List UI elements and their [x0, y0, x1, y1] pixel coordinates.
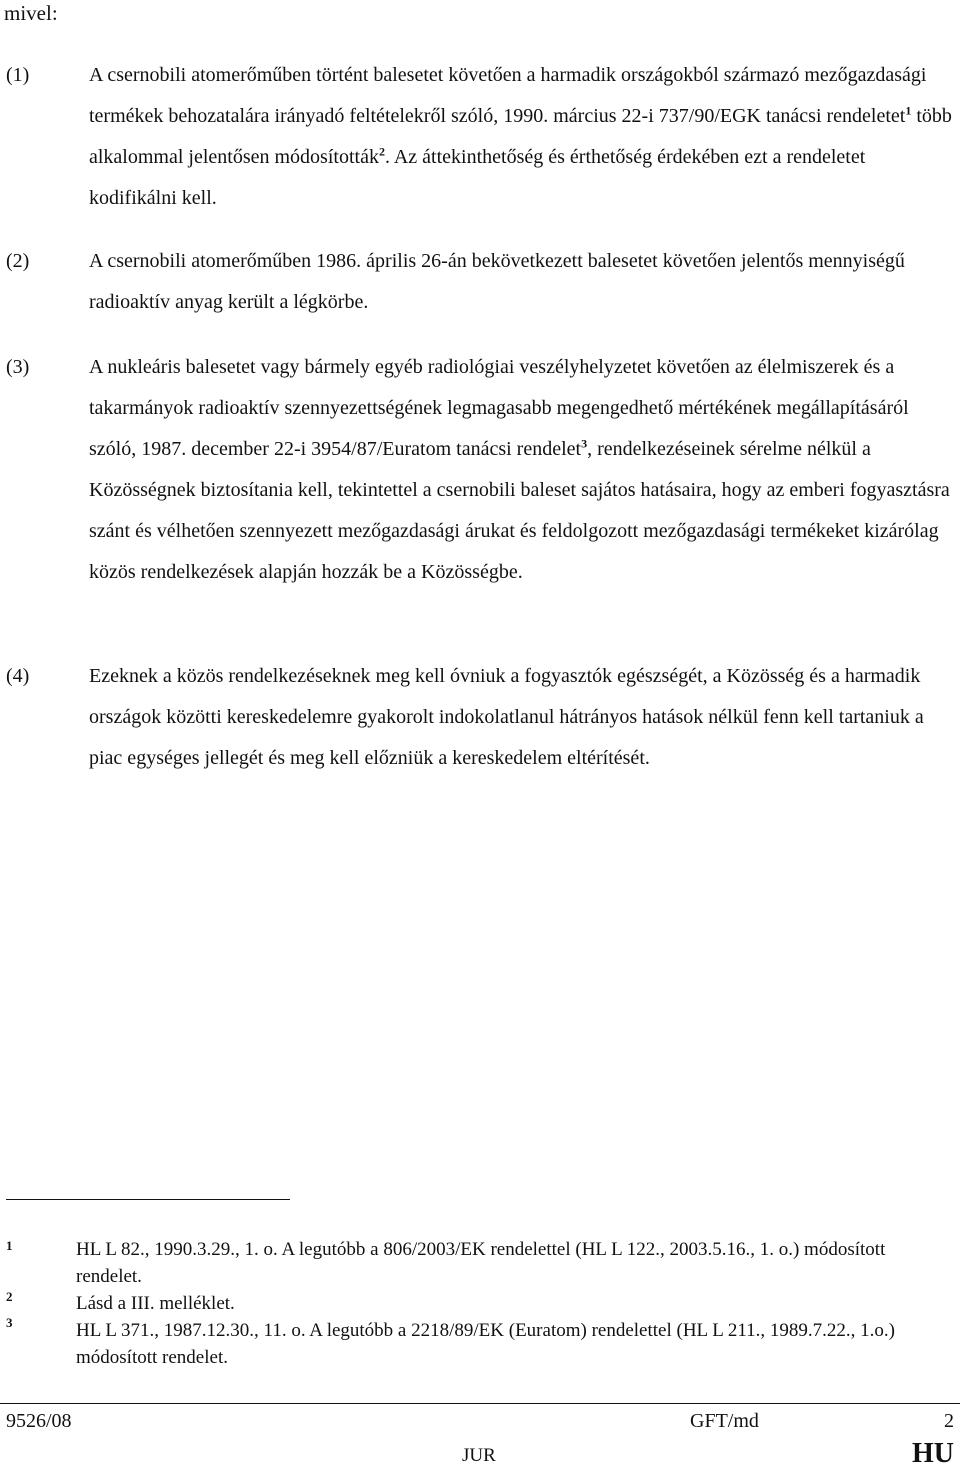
text-segment: A nukleáris balesetet vagy bármely egyéb radiológiai veszélyhelyzetet követően az élelmiszerek és a takarmányok radioaktív szennyezettségének legmagasabb megengedhető mértékének megállapításáról szóló, 1987. december 22-i 3954/87/Euratom tanácsi rendelet — [89, 356, 909, 460]
text-segment: Ezeknek a közös rendelkezéseknek meg kell óvniuk a fogyasztók egészségét, a Közösség és a harmadik országok közötti kereskedelemre gyakorolt indokolatlanul hátrányos hatások nélkül fenn kell tartaniuk a piac egységes jellegét és meg kell előzniük a kereskedelem eltérítését. — [89, 665, 924, 769]
recital-number: (1) — [6, 64, 30, 86]
footnote-text: Lásd a III. melléklet. — [76, 1293, 235, 1314]
footnote-ref: 1 — [905, 103, 912, 118]
doc-number: 9526/08 — [6, 1410, 72, 1432]
recital-text — [89, 656, 954, 779]
footnote-ref: 2 — [378, 144, 385, 159]
page-number: 2 — [944, 1410, 954, 1432]
footer-separator — [0, 1403, 960, 1404]
text-segment: . Az áttekinthetőség és érthetőség érdekében ezt a rendeletet kodifikálni kell. — [89, 146, 866, 209]
recital-number: (3) — [6, 356, 30, 378]
intro-text: mivel: — [4, 1, 58, 25]
recital-number: (4) — [6, 665, 30, 687]
footnote-mark: 3 — [6, 1315, 13, 1330]
footnote-mark: 2 — [6, 1289, 13, 1304]
recital-text — [89, 347, 954, 593]
text-segment: A csernobili atomerőműben 1986. április 26-án bekövetkezett balesetet követően jelentős mennyiségű radioaktív anyag került a légkörbe. — [89, 250, 905, 313]
text-segment: A csernobili atomerőműben történt balesetet követően a harmadik országokból származó mezőgazdasági termékek behozatalára irányadó feltételekről szóló, 1990. március 22-i 737/90/EGK tanácsi rendeletet — [89, 64, 927, 127]
text-segment: több alkalommal jelentősen módosították — [89, 105, 952, 168]
footnote-mark: 1 — [6, 1238, 13, 1253]
footnote-ref: 3 — [581, 436, 588, 451]
footnote-text: HL L 82., 1990.3.29., 1. o. A legutóbb a 806/2003/EK rendelettel (HL L 122., 2003.5.16., 1. o.) módosított rendelet. — [76, 1239, 886, 1287]
recital-number: (2) — [6, 250, 30, 272]
text-segment: , rendelkezéseinek sérelme nélkül a Közösségnek biztosítania kell, tekintettel a csernobili baleset sajátos hatásaira, hogy az emberi fogyasztásra szánt és vélhetően szennyezett mezőgazdasági árukat és feldolgozott mezőgazdasági termékeket kizárólag közös rendelkezések alapján hozzák be a Közösségbe. — [89, 438, 950, 583]
unit-code: JUR — [462, 1445, 496, 1466]
author-code: GFT/md — [690, 1410, 759, 1432]
footnote-text: HL L 371., 1987.12.30., 11. o. A legutóbb a 2218/89/EK (Euratom) rendelettel (HL L 211., 1989.7.22., 1.o.) módosított rendelet. — [76, 1320, 895, 1368]
recital-text — [89, 241, 954, 323]
footnote-separator — [6, 1199, 290, 1200]
language-code: HU — [912, 1438, 954, 1469]
recital-text — [89, 55, 954, 219]
